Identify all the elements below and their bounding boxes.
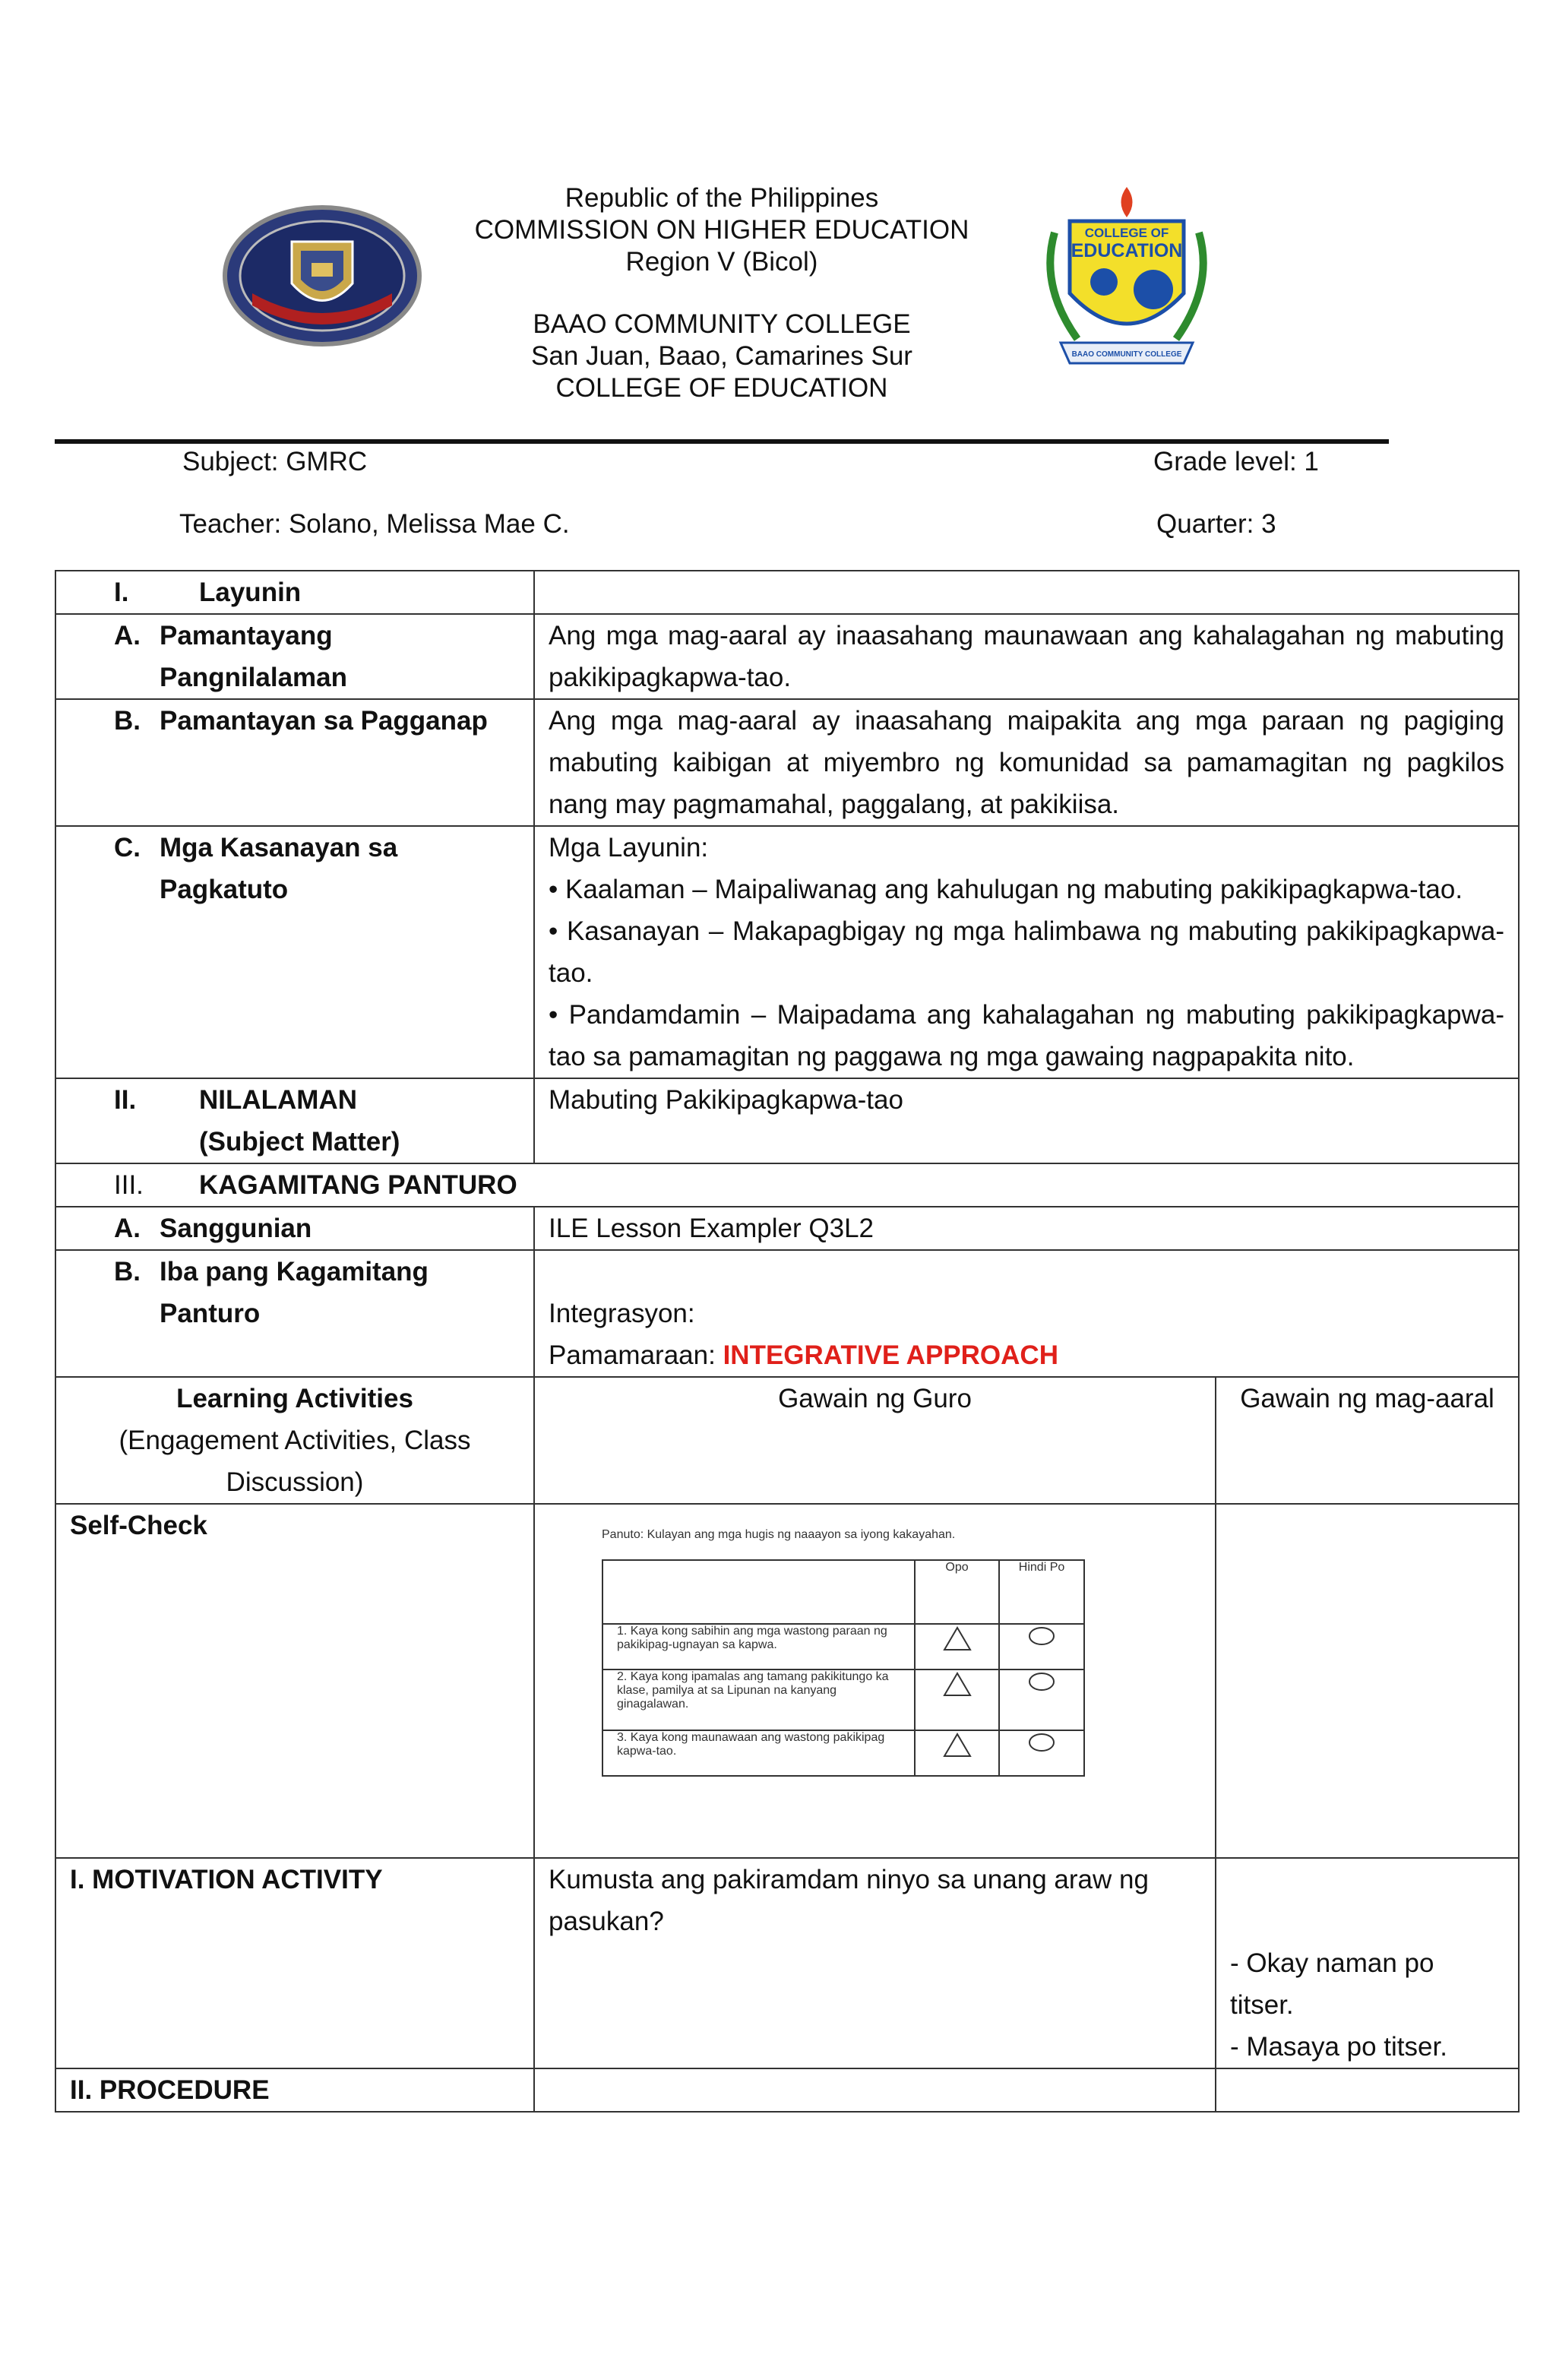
self-check-item: 1. Kaya kong sabihin ang mga wastong paraan ng pakikipag-ugnayan sa kapwa. bbox=[602, 1624, 915, 1669]
materials-roman: III. bbox=[114, 1170, 144, 1200]
triangle-icon[interactable] bbox=[915, 1669, 999, 1730]
header-department: COLLEGE OF EDUCATION bbox=[555, 373, 888, 403]
content-title: NILALAMAN bbox=[199, 1085, 358, 1115]
header-divider bbox=[55, 439, 1389, 444]
motivation-row bbox=[55, 1858, 1519, 2068]
learning-competencies-row bbox=[55, 826, 1519, 1078]
quarter-label: Quarter: 3 bbox=[1156, 509, 1276, 539]
item-letter: B. bbox=[114, 1257, 141, 1287]
self-check-instruction: Panuto: Kulayan ang mga hugis ng naaayon sa iyong kakayahan. bbox=[602, 1528, 956, 1541]
item-letter: B. bbox=[114, 706, 141, 736]
self-check-item: 3. Kaya kong maunawaan ang wastong pakikipag kapwa-tao. bbox=[602, 1730, 915, 1776]
objective-attitude: • Pandamdamin – Maipadama ang kahalagahan ng mabuting pakikipagkapwa-tao sa pamamagitan ng paggawa ng mga gawaing nagpapakita nito. bbox=[549, 1000, 1504, 1071]
col-yes-header: Opo bbox=[915, 1560, 999, 1624]
method-label: Pamamaraan: bbox=[549, 1340, 723, 1370]
activities-header-row bbox=[55, 1377, 1519, 1504]
content-standard-label: Pamantayang Pangnilalaman bbox=[160, 621, 348, 692]
self-check-item: 2. Kaya kong ipamalas ang tamang pakikitungo ka klase, pamilya at sa Lipunan na kanyang ginagalawan. bbox=[602, 1669, 915, 1730]
teacher-label: Teacher: Solano, Melissa Mae C. bbox=[179, 509, 570, 539]
content-standard-row bbox=[55, 614, 1519, 699]
references-row bbox=[55, 1207, 1519, 1250]
performance-standard-label: Pamantayan sa Pagganap bbox=[160, 706, 488, 736]
student-response: - Okay naman po titser. bbox=[1230, 1948, 1434, 2020]
objectives-roman: I. bbox=[114, 578, 129, 607]
document-header bbox=[0, 182, 1444, 404]
item-letter: A. bbox=[114, 1214, 141, 1243]
objective-knowledge: • Kaalaman – Maipaliwanag ang kahulugan ng mabuting pakikipagkapwa-tao. bbox=[549, 875, 1463, 904]
self-check-row bbox=[55, 1504, 1519, 1858]
procedure-label: II. PROCEDURE bbox=[55, 2068, 534, 2112]
header-commission: COMMISSION ON HIGHER EDUCATION bbox=[474, 215, 969, 245]
performance-standard-row bbox=[55, 699, 1519, 826]
motivation-teacher-text: Kumusta ang pakiramdam ninyo sa unang araw ng pasukan? bbox=[534, 1858, 1216, 2068]
self-check-table bbox=[602, 1559, 1085, 1777]
triangle-icon[interactable] bbox=[915, 1730, 999, 1776]
circle-icon[interactable] bbox=[999, 1669, 1084, 1730]
content-subtitle: (Subject Matter) bbox=[199, 1127, 400, 1157]
learning-competencies-label: Mga Kasanayan sa Pagkatuto bbox=[160, 833, 398, 904]
item-letter: A. bbox=[114, 621, 141, 650]
subject-label: Subject: GMRC bbox=[182, 447, 368, 476]
other-materials-label: Iba pang Kagamitang Panturo bbox=[160, 1257, 429, 1328]
materials-title: KAGAMITANG PANTURO bbox=[199, 1170, 517, 1200]
header-republic: Republic of the Philippines bbox=[565, 183, 879, 213]
col-no-header: Hindi Po bbox=[999, 1560, 1084, 1624]
logo-ribbon-text: BAAO COMMUNITY COLLEGE bbox=[1071, 350, 1182, 359]
objectives-title: Layunin bbox=[199, 578, 302, 607]
objectives-heading: Mga Layunin: bbox=[549, 833, 709, 862]
learning-activities-subtitle: (Engagement Activities, Class Discussion) bbox=[119, 1426, 471, 1497]
materials-header-row bbox=[55, 1163, 1519, 1207]
self-check-label: Self-Check bbox=[55, 1504, 534, 1858]
references-label: Sanggunian bbox=[160, 1214, 312, 1243]
references-value: ILE Lesson Exampler Q3L2 bbox=[534, 1207, 1519, 1250]
self-check-image bbox=[602, 1527, 1096, 1777]
logo-main-text: EDUCATION bbox=[1071, 240, 1183, 261]
teacher-activity-header: Gawain ng Guro bbox=[534, 1377, 1216, 1504]
method-value: INTEGRATIVE APPROACH bbox=[723, 1340, 1058, 1370]
subject-matter-value: Mabuting Pakikipagkapwa-tao bbox=[534, 1078, 1519, 1163]
circle-icon[interactable] bbox=[999, 1730, 1084, 1776]
content-standard-text: Ang mga mag-aaral ay inaasahang maunawaan ang kahalagahan ng mabuting pakikipagkapwa-tao. bbox=[534, 614, 1519, 699]
header-address: San Juan, Baao, Camarines Sur bbox=[531, 341, 912, 371]
logo-top-text: COLLEGE OF bbox=[1084, 226, 1169, 240]
student-response: - Masaya po titser. bbox=[1230, 2032, 1447, 2062]
circle-icon[interactable] bbox=[999, 1624, 1084, 1669]
objective-skill: • Kasanayan – Makapagbigay ng mga halimbawa ng mabuting pakikipagkapwa-tao. bbox=[549, 916, 1504, 988]
header-college: BAAO COMMUNITY COLLEGE bbox=[533, 309, 911, 339]
motivation-label: I. MOTIVATION ACTIVITY bbox=[55, 1858, 534, 2068]
student-activity-header: Gawain ng mag-aaral bbox=[1216, 1377, 1519, 1504]
lesson-plan-table bbox=[55, 570, 1520, 2113]
performance-standard-text: Ang mga mag-aaral ay inaasahang maipakita ang mga paraan ng pagiging mabuting kaibigan at miyembro ng komunidad sa pamamagitan ng pagkilos nang may pagmamahal, paggalang, at pakikiisa. bbox=[534, 699, 1519, 826]
objectives-row bbox=[55, 571, 1519, 614]
header-region: Region V (Bicol) bbox=[625, 247, 818, 277]
learning-activities-title: Learning Activities bbox=[176, 1384, 413, 1413]
subject-matter-row bbox=[55, 1078, 1519, 1163]
content-roman: II. bbox=[114, 1085, 137, 1115]
item-letter: C. bbox=[114, 833, 141, 862]
grade-level-label: Grade level: 1 bbox=[1153, 447, 1319, 476]
triangle-icon[interactable] bbox=[915, 1624, 999, 1669]
integration-label: Integrasyon: bbox=[549, 1299, 695, 1328]
procedure-row bbox=[55, 2068, 1519, 2112]
other-materials-row bbox=[55, 1250, 1519, 1377]
